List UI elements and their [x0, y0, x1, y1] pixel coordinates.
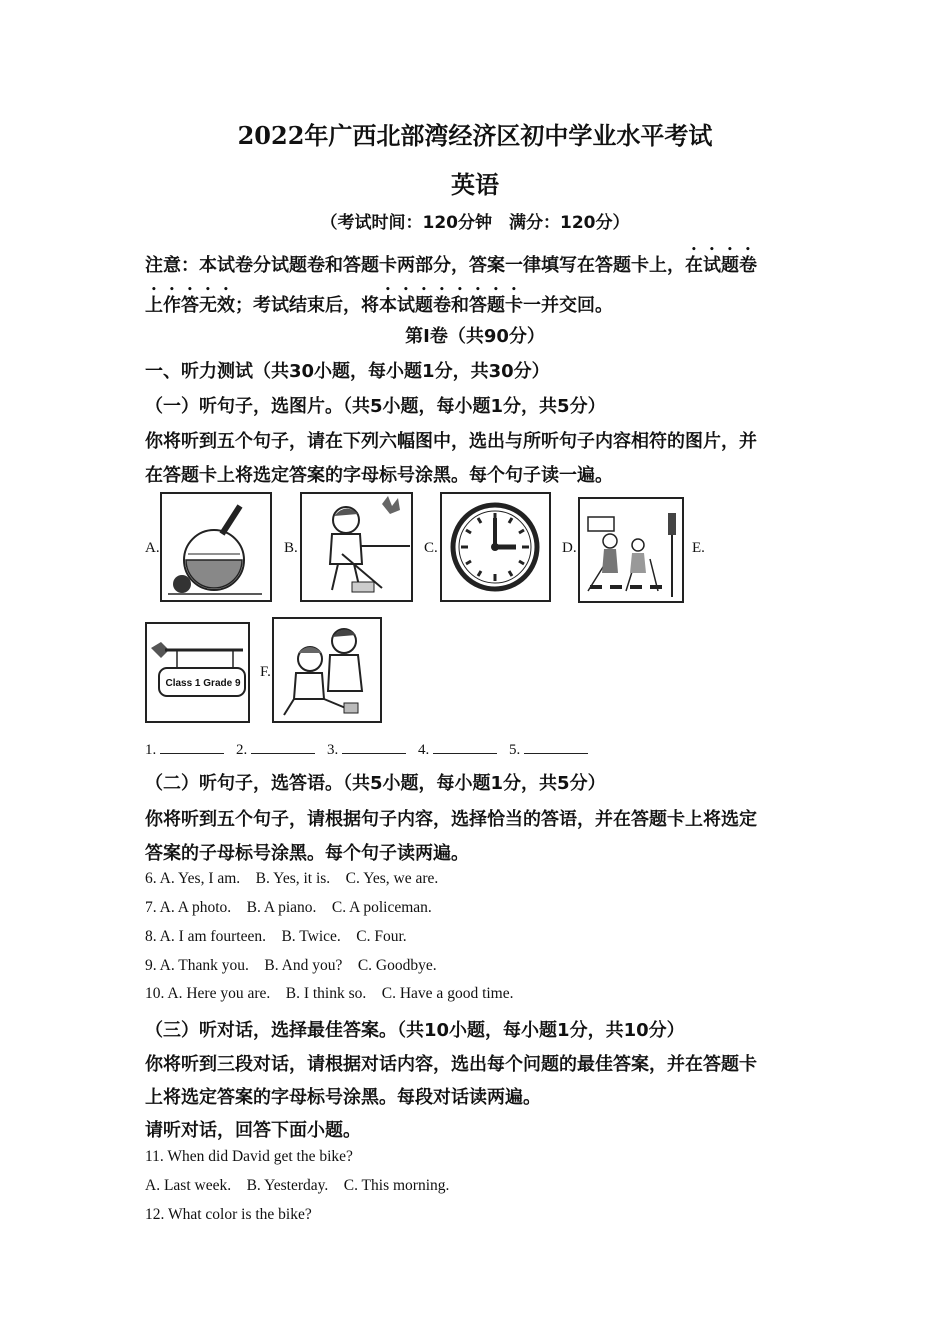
section-3-title: （三）听对话，选择最佳答案。（共10小题，每小题1分，共10分）: [145, 1020, 685, 1041]
question-12: 12. What color is the bike?: [145, 1206, 312, 1223]
answer-blank-5[interactable]: [524, 740, 588, 754]
question-6: 6. A. Yes, I am. B. Yes, it is. C. Yes, we are.: [145, 870, 439, 887]
section-3-instruction-1: 你将听到三段对话，请根据对话内容，选出每个问题的最佳答案，并在答题卡: [145, 1054, 757, 1075]
answer-blank-4[interactable]: [433, 740, 497, 754]
picture-label-d: D.: [562, 540, 577, 556]
question-7: 7. A. A photo. B. A piano. C. A policeman.: [145, 899, 432, 916]
question-9: 9. A. Thank you. B. And you? C. Goodbye.: [145, 957, 437, 974]
subject-title: 英语: [451, 170, 499, 199]
picture-d-crossing-street: [578, 497, 684, 603]
answer-blank-2[interactable]: [251, 740, 315, 754]
section-1-title: （一）听句子，选图片。（共5小题，每小题1分，共5分）: [145, 396, 606, 417]
picture-label-a: A.: [145, 540, 160, 556]
helping-person-icon: [274, 619, 380, 721]
picture-f-helping-person: [272, 617, 382, 723]
listening-prompt: 请听对话，回答下面小题。: [145, 1120, 361, 1141]
picture-b-boy-cleaning: [300, 492, 413, 602]
crosswalk-icon: [580, 499, 682, 601]
picture-a-spoon-ball: [160, 492, 272, 602]
section-2-instruction-2: 答案的子母标号涂黑。每个句子读两遍。: [145, 843, 469, 864]
section-3-instruction-2: 上将选定答案的字母标号涂黑。每段对话读两遍。: [145, 1087, 541, 1108]
picture-label-b: B.: [284, 540, 298, 556]
listening-section-heading: 一、听力测试（共30小题，每小题1分，共30分）: [145, 361, 550, 382]
picture-label-c: C.: [424, 540, 438, 556]
exam-info: （考试时间：120分钟 满分：120分）: [320, 213, 630, 233]
picture-label-e: E.: [692, 540, 705, 556]
part-heading: 第Ⅰ卷（共90分）: [405, 326, 545, 347]
boy-cleaning-icon: [302, 494, 411, 600]
answer-blank-3[interactable]: [342, 740, 406, 754]
notice-line-2: 上作答无效；考试结束后，将本试题卷和答题卡一并交回。: [145, 295, 613, 316]
section-1-instruction-1: 你将听到五个句子，请在下列六幅图中，选出与所听句子内容相符的图片，并: [145, 431, 757, 452]
spoon-ball-icon: [162, 494, 270, 600]
question-10: 10. A. Here you are. B. I think so. C. Have a good time.: [145, 985, 514, 1002]
answer-blank-1[interactable]: [160, 740, 224, 754]
answer-blanks-row: 1. 2. 3. 4. 5.: [145, 740, 596, 759]
exam-title: 2022年广西北部湾经济区初中学业水平考试: [237, 121, 713, 150]
notice-line-1: 注意：本试卷分试题卷和答题卡两部分，答案一律填写在答题卡上，在试题卷: [145, 255, 757, 276]
picture-e-class-sign: [145, 622, 250, 723]
question-11-options: A. Last week. B. Yesterday. C. This morning.: [145, 1177, 450, 1194]
section-2-title: （二）听句子，选答语。（共5小题，每小题1分，共5分）: [145, 773, 606, 794]
picture-label-f: F.: [260, 664, 271, 680]
question-8: 8. A. I am fourteen. B. Twice. C. Four.: [145, 928, 407, 945]
section-1-instruction-2: 在答题卡上将选定答案的字母标号涂黑。每个句子读一遍。: [145, 465, 613, 486]
class-sign-text: Class 1 Grade 9: [165, 678, 241, 689]
clock-icon: [442, 494, 549, 600]
class-sign-icon: [147, 624, 248, 721]
picture-c-clock: [440, 492, 551, 602]
question-11: 11. When did David get the bike?: [145, 1148, 353, 1165]
section-2-instruction-1: 你将听到五个句子，请根据句子内容，选择恰当的答语，并在答题卡上将选定: [145, 809, 757, 830]
